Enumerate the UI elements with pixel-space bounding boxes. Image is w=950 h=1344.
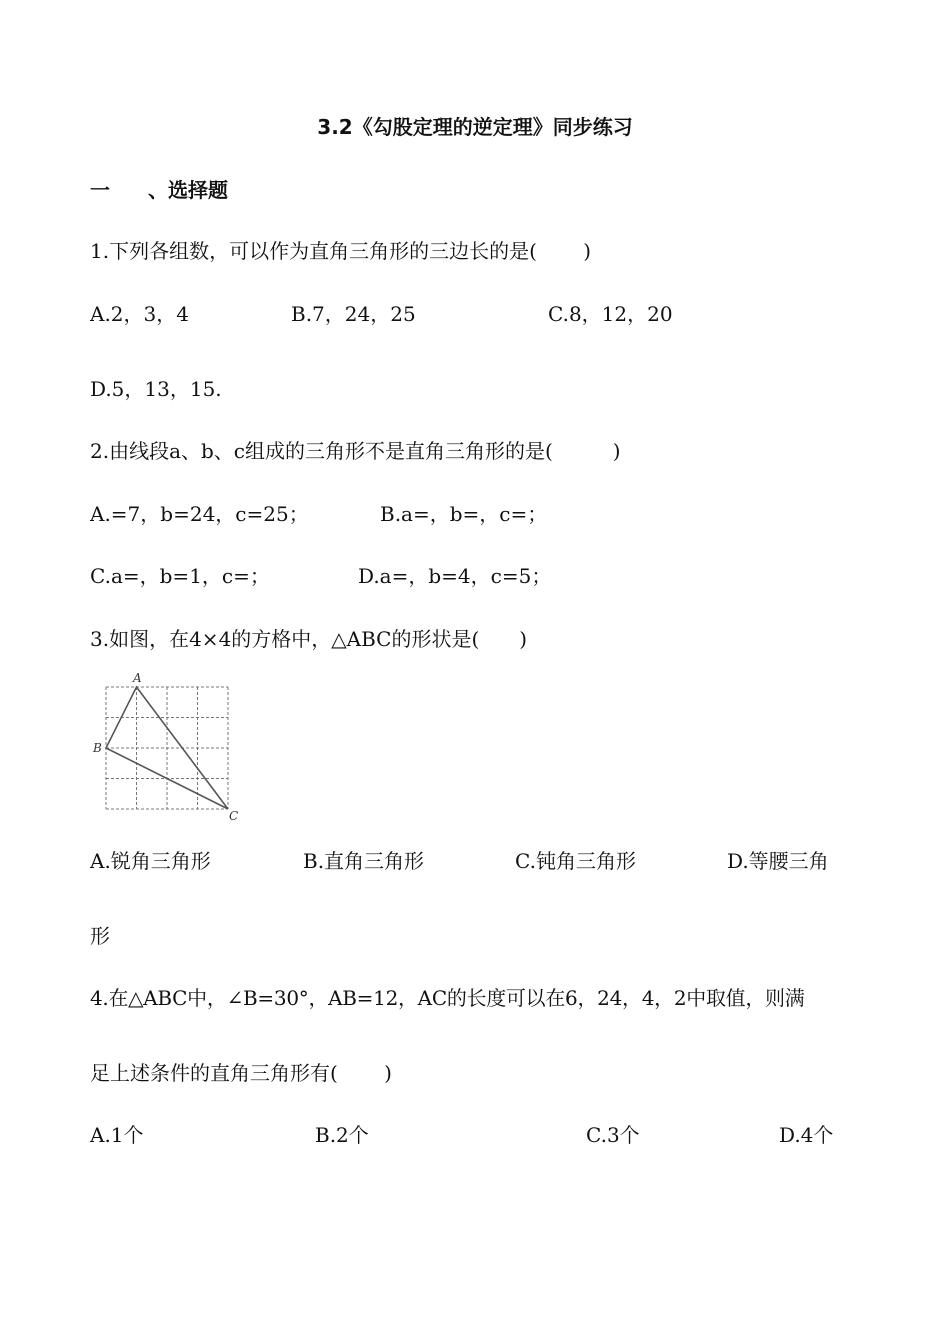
question-2-option-d: D.a=，b=4，c=5； [358, 564, 552, 588]
question-3-option-c: C.钝角三角形 [515, 849, 636, 873]
question-4-option-b: B.2个 [315, 1123, 369, 1147]
question-4-option-a: A.1个 [90, 1123, 144, 1147]
vertex-label-a: A [133, 671, 142, 685]
question-2-option-c: C.a=，b=1，c=； [90, 564, 270, 588]
question-3-grid-figure [90, 670, 250, 826]
question-4-stem-line-1: 4.在△ABC中，∠B=30°，AB=12，AC的长度可以在6，24，4，2中取值，则满 [90, 986, 805, 1010]
question-2-option-b: B.a=，b=，c=； [380, 502, 548, 526]
question-2-stem: 2.由线段a、b、c组成的三角形不是直角三角形的是( ) [90, 439, 621, 463]
question-3-option-d: D.等腰三角 [727, 849, 829, 873]
section-label: 、选择题 [148, 178, 228, 202]
question-3-option-d-wrap: 形 [90, 924, 110, 948]
vertex-label-b: B [93, 741, 102, 755]
question-3-stem: 3.如图，在4×4的方格中，△ABC的形状是( ) [90, 627, 528, 651]
grid-lines [106, 687, 228, 809]
question-1-stem: 1.下列各组数，可以作为直角三角形的三边长的是( ) [90, 239, 592, 263]
question-4-stem-line-2: 足上述条件的直角三角形有( ) [90, 1061, 392, 1085]
question-4-option-d: D.4个 [779, 1123, 834, 1147]
question-2-option-a: A.=7，b=24，c=25； [90, 502, 309, 526]
question-3-option-a: A.锐角三角形 [90, 849, 211, 873]
question-3-option-b: B.直角三角形 [303, 849, 425, 873]
question-4-option-c: C.3个 [586, 1123, 640, 1147]
question-1-option-a: A.2，3，4 [90, 302, 189, 326]
question-1-option-d: D.5，13，15. [90, 377, 222, 401]
question-1-option-b: B.7，24，25 [291, 302, 416, 326]
section-number: 一 [90, 178, 110, 202]
page-title: 3.2《勾股定理的逆定理》同步练习 [317, 115, 633, 139]
vertex-label-c: C [229, 809, 239, 823]
question-1-option-c: C.8，12，20 [548, 302, 673, 326]
